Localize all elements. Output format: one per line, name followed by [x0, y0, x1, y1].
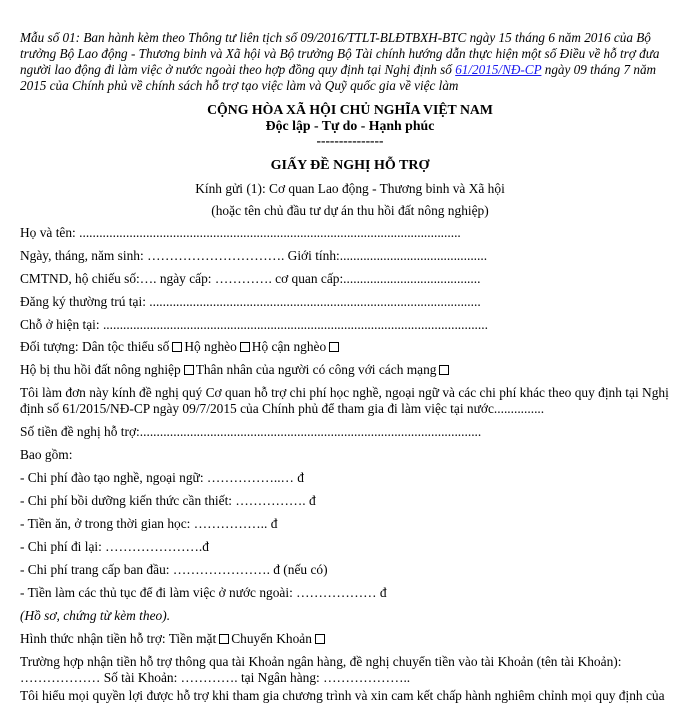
field-residence: Đăng ký thường trú tại: ...................................................................................................: [20, 294, 481, 309]
meritorious-family-checkbox[interactable]: [439, 365, 449, 375]
decree-link[interactable]: 61/2015/NĐ-CP: [455, 62, 542, 77]
request-paragraph: Tôi làm đơn này kính đề nghị quý Cơ quan hỗ trợ chi phí học nghề, ngoại ngữ và các chi phí khác theo quy định tại Nghị định số 61/2015/NĐ-CP ngày 09/7/2015 của Chính phủ để tham gia đi làm việc tại nước...............: [20, 385, 669, 416]
payment-label: Hình thức nhận tiền hỗ trợ: Tiền mặt: [20, 631, 217, 646]
poor-household-checkbox[interactable]: [172, 342, 182, 352]
attached-note: (Hồ sơ, chứng từ kèm theo).: [20, 608, 171, 623]
cost-item: - Chi phí đào tạo nghề, ngoại ngữ: ……………..… đ: [20, 470, 304, 485]
payment-method-row: [20, 631, 327, 647]
target-group-row: [20, 339, 341, 355]
includes-label: Bao gồm:: [20, 447, 73, 462]
field-current-address: Chỗ ở hiện tại: ...................................................................................................................: [20, 317, 488, 332]
near-poor-label: Hộ cận nghèo: [251, 339, 327, 354]
target-label: Đối tượng: Dân tộc thiểu số: [20, 339, 170, 354]
recipient: Kính gửi (1): Cơ quan Lao động - Thương binh và Xã hội: [195, 181, 505, 196]
motto: Độc lập - Tự do - Hạnh phúc: [265, 118, 435, 133]
transfer-label: Chuyển Khoản: [231, 631, 312, 646]
poor-household-label: Hộ nghèo: [184, 339, 237, 354]
field-id-card: CMTND, hộ chiếu số:…. ngày cấp: …………. cơ quan cấp:.........................................: [20, 271, 481, 286]
transfer-checkbox[interactable]: [315, 634, 325, 644]
bank-transfer-paragraph: Trường hợp nhận tiền hỗ trợ thông qua tài Khoản ngân hàng, đề nghị chuyển tiền vào tài Khoản (tên tài Khoản): ……………… Số tài Khoản: …………. tại Ngân hàng: ………………..: [20, 654, 622, 685]
recipient-alt: (hoặc tên chủ đầu tư dự án thu hồi đất nông nghiệp): [211, 203, 489, 218]
field-dob-gender: Ngày, tháng, năm sinh: …………………………. Giới tính:............................................: [20, 248, 488, 263]
commitment-paragraph: Tôi hiểu mọi quyền lợi được hỗ trợ khi tham gia chương trình và xin cam kết chấp hành nghiêm chỉnh mọi quy định của: [20, 688, 665, 703]
legal-basis-note: [20, 30, 685, 94]
cost-item: - Chi phí bồi dưỡng kiến thức cần thiết: ……………. đ: [20, 493, 316, 508]
cash-checkbox[interactable]: [219, 634, 229, 644]
form-title: GIẤY ĐỀ NGHỊ HỖ TRỢ: [270, 158, 430, 173]
legal-basis-text-end: ngày 09 tháng 7 năm 2015 của Chính phủ về chính sách hỗ trợ tạo việc làm và Quỹ quốc gia về việc làm: [20, 62, 657, 93]
target-group-row-2: [20, 362, 451, 378]
ethnic-minority-checkbox[interactable]: [329, 342, 339, 352]
meritorious-family-label: Thân nhân của người có công với cách mạng: [195, 362, 437, 377]
cost-item: - Tiền làm các thủ tục để đi làm việc ở nước ngoài: ……………… đ: [20, 585, 387, 600]
legal-basis-text: Mẫu số 01: Ban hành kèm theo Thông tư liên tịch số 09/2016/TTLT-BLĐTBXH-BTC ngày 15 tháng 6 năm 2016 của Bộ trưởng Bộ Lao động - Thương binh và Xã hội và Bộ trưởng Bộ Tài chính hướng dẫn thực hiện một số Điều về hỗ trợ đưa người lao động đi làm việc ở nước ngoài theo hợp đồng quy định tại Nghị định số: [20, 30, 660, 77]
cost-item: - Chi phí đi lại: ………………….đ: [20, 539, 209, 554]
nation-heading: CỘNG HÒA XÃ HỘI CHỦ NGHĨA VIỆT NAM: [207, 102, 493, 117]
land-recovered-label: Hộ bị thu hồi đất nông nghiệp: [20, 362, 181, 377]
cost-item: - Chi phí trang cấp ban đầu: …………………. đ (nếu có): [20, 562, 328, 577]
land-recovered-checkbox[interactable]: [184, 365, 194, 375]
divider: ---------------: [316, 133, 384, 148]
requested-amount: Số tiền đề nghị hỗ trợ:......................................................................................................: [20, 424, 482, 439]
field-name: Họ và tên: ..................................................................................................................: [20, 225, 461, 240]
cost-item: - Tiền ăn, ở trong thời gian học: …………….. đ: [20, 516, 278, 531]
near-poor-checkbox[interactable]: [240, 342, 250, 352]
